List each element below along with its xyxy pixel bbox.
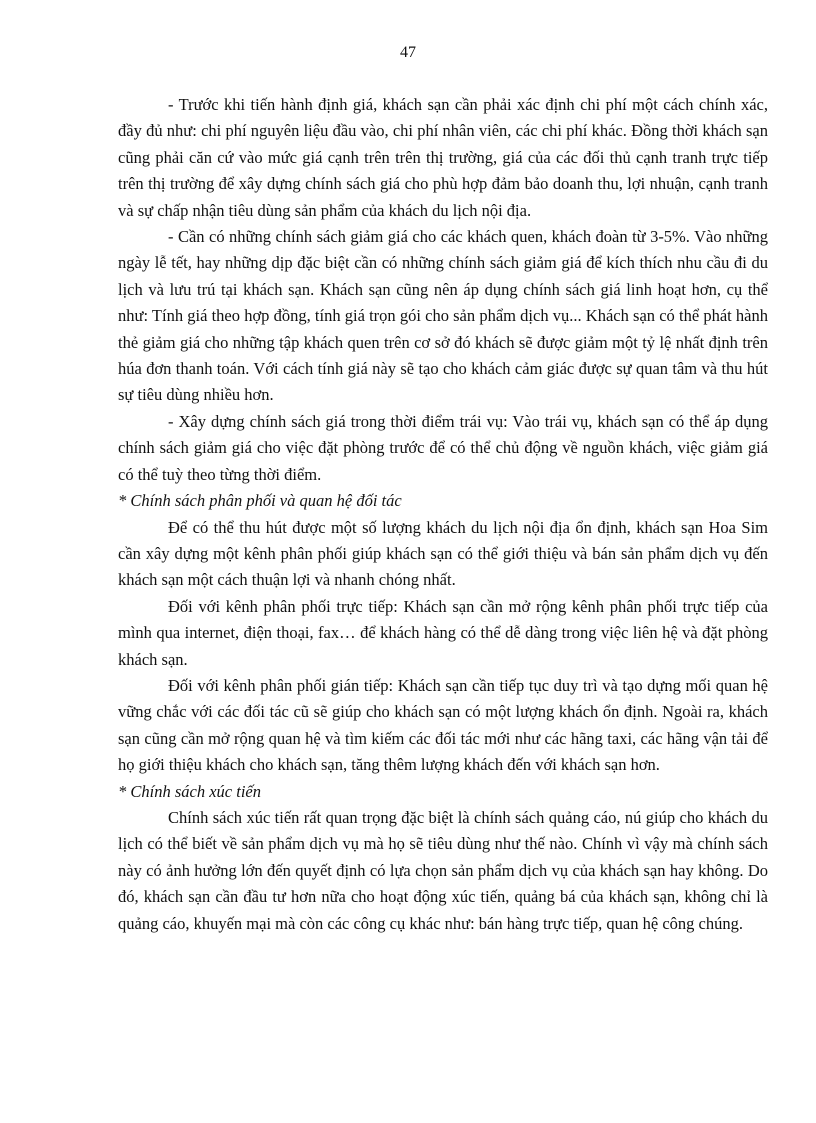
section-heading-distribution: * Chính sách phân phối và quan hệ đối tác xyxy=(118,491,402,511)
paragraph-pricing-discount: - Cần có những chính sách giảm giá cho các khách quen, khách đoàn từ 3-5%. Vào những ngày lễ tết, hay những dịp đặc biệt cần có những chính sách giảm giá để kích thích nhu cầu đi du lịch và lưu trú tại khách sạn. Khách sạn cũng nên áp dụng chính sách giá linh hoạt hơn, cụ thể như: Tính giá theo hợp đồng, tính giá trọn gói cho sản phẩm dịch vụ... Khách sạn có thể phát hành thẻ giảm giá cho những tập khách quen trên cơ sở đó khách sẽ được giảm một tỷ lệ nhất định trên húa đơn thanh toán. Với cách tính giá này sẽ tạo cho khách cảm giác được sự quan tâm và thu hút sự tiêu dùng nhiều hơn. xyxy=(118,227,768,405)
paragraph-indirect-channel: Đối với kênh phân phối gián tiếp: Khách sạn cần tiếp tục duy trì và tạo dựng mối quan hệ vững chắc với các đối tác cũ sẽ giúp cho khách sạn có một lượng khách ổn định. Ngoài ra, khách sạn cũng cần mở rộng quan hệ và tìm kiếm các đối tác mới như các hãng taxi, các hãng vận tải để họ giới thiệu khách cho khách sạn, tăng thêm lượng khách đến với khách sạn hơn. xyxy=(118,675,768,775)
page-body xyxy=(118,92,768,937)
paragraph-promotion: Chính sách xúc tiến rất quan trọng đặc biệt là chính sách quảng cáo, nú giúp cho khách du lịch có thể biết về sản phẩm dịch vụ mà họ sẽ tiêu dùng như thế nào. Chính vì vậy mà chính sách này có ảnh hưởng lớn đến quyết định có lựa chọn sản phẩm dịch vụ của khách sạn hay không. Do đó, khách sạn cần đầu tư hơn nữa cho hoạt động xúc tiến, quảng bá của khách sạn, không chỉ là quảng cáo, khuyến mại mà còn các công cụ khác như: bán hàng trực tiếp, quan hệ công chúng. xyxy=(118,807,768,933)
paragraph-direct-channel: Đối với kênh phân phối trực tiếp: Khách sạn cần mở rộng kênh phân phối trực tiếp của mình qua internet, điện thoại, fax… để khách hàng có thể dễ dàng trong việc liên hệ và đặt phòng khách sạn. xyxy=(118,596,768,669)
paragraph-pricing-offseason: - Xây dựng chính sách giá trong thời điểm trái vụ: Vào trái vụ, khách sạn có thể áp dụng chính sách giảm giá cho việc đặt phòng trước để có thể chủ động về nguồn khách, việc giảm giá có thể tuỳ theo từng thời điểm. xyxy=(118,411,768,484)
section-heading-promotion: * Chính sách xúc tiến xyxy=(118,781,261,801)
paragraph-pricing-cost: - Trước khi tiến hành định giá, khách sạn cần phải xác định chi phí một cách chính xác, đầy đủ như: chi phí nguyên liệu đầu vào, chi phí nhân viên, các chi phí khác. Đồng thời khách sạn cũng phải căn cứ vào mức giá cạnh trên trên thị trường, giá của các đối thủ cạnh tranh trực tiếp trên thị trường để xây dựng chính sách giá cho phù hợp đảm bảo doanh thu, lợi nhuận, cạnh tranh và sự chấp nhận tiêu dùng sản phẩm của khách du lịch nội địa. xyxy=(118,95,768,220)
page-number: 47 xyxy=(400,44,416,61)
paragraph-distribution-intro: Để có thể thu hút được một số lượng khách du lịch nội địa ổn định, khách sạn Hoa Sim cần xây dựng một kênh phân phối giúp khách sạn có thể giới thiệu và bán sản phẩm dịch vụ đến khách sạn một cách thuận lợi và nhanh chóng nhất. xyxy=(118,517,768,590)
